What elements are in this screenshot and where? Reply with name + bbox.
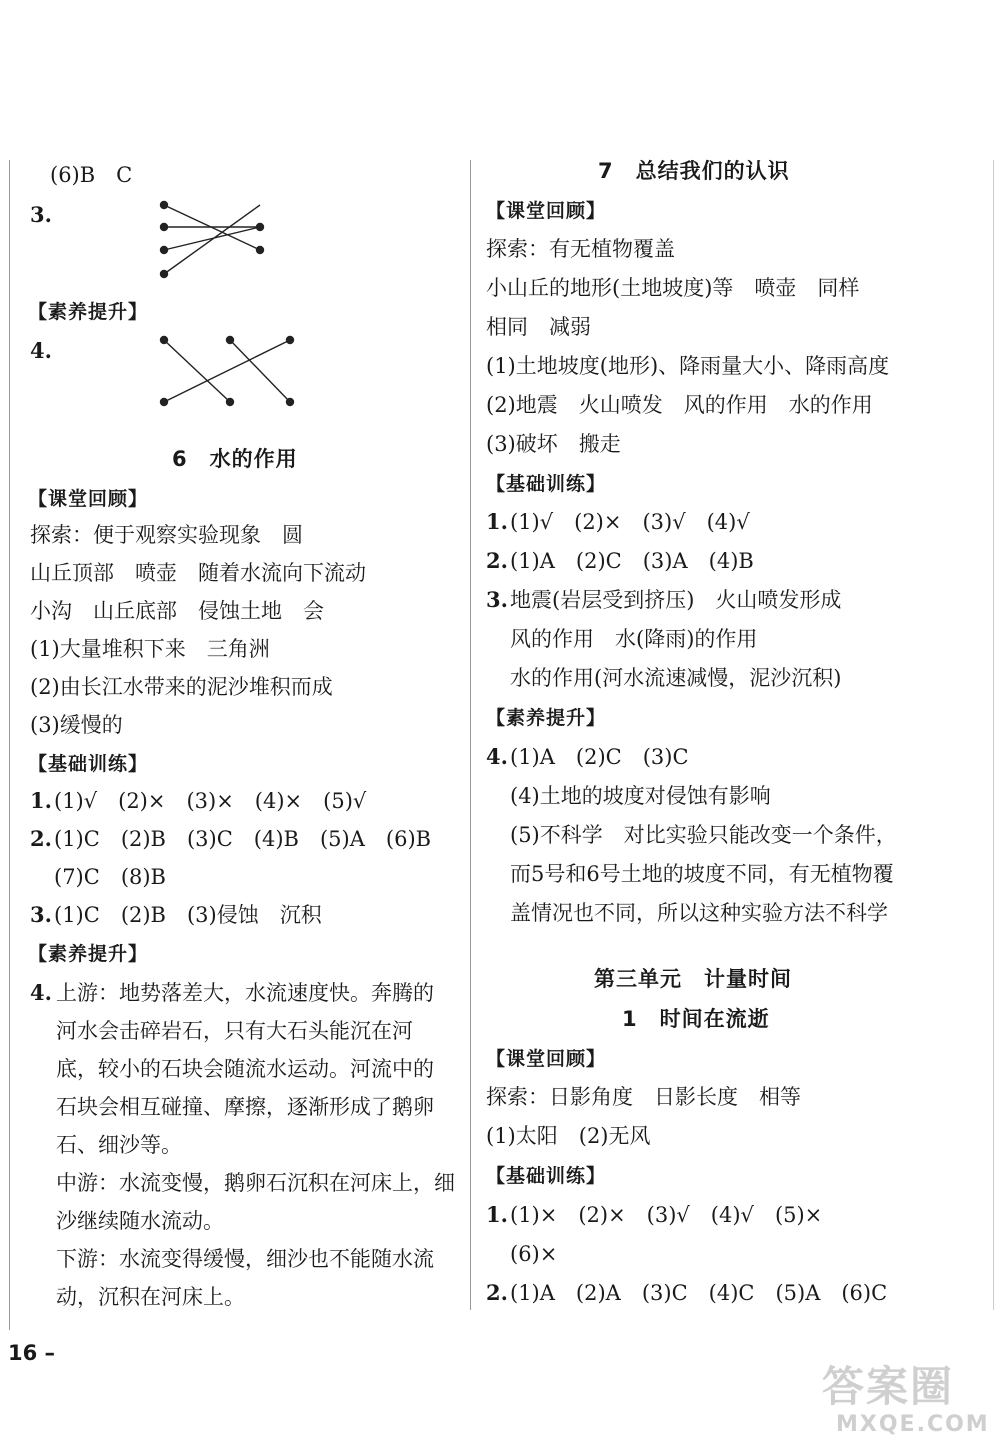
ketang-line-1: 探索：便于观察实验现象 圆 [30,523,303,547]
unit7-title: 7 总结我们的认识 [598,159,790,183]
r-jichu-num-2: 2. [486,548,508,573]
lesson1-title: 1 时间在流逝 [622,1007,770,1031]
ketang-line-4: (1)大量堆积下来 三角洲 [30,637,270,661]
q4b-line-4: 石块会相互碰撞、摩擦，逐渐形成了鹅卵 [56,1095,434,1119]
section-jichu-right-2: 【基础训练】 [486,1165,607,1187]
section-suyang-1: 【素养提升】 [28,301,149,323]
left-top-line: (6)B C [50,163,133,187]
r-suyang-num-1: 4. [486,744,508,769]
ketang-line-6: (3)缓慢的 [30,713,123,737]
q4b-line-7: 沙继续随水流动。 [56,1209,224,1233]
r-jichu-text-2: (1)A (2)C (3)A (4)B [510,549,754,573]
r-jichu2-num-3: 2. [486,1280,508,1305]
matching-diagram-4 [150,328,310,412]
section-ketang-right: 【课堂回顾】 [486,200,607,222]
r-ketang-line-4: (1)土地坡度(地形)、降雨量大小、降雨高度 [486,354,890,378]
q4b-line-6: 中游：水流变慢，鹅卵石沉积在河床上，细 [56,1171,455,1195]
jichu-num-2: 2. [30,826,52,851]
section-jichu-right: 【基础训练】 [486,473,607,495]
r-ketang-line-5: (2)地震 火山喷发 风的作用 水的作用 [486,393,873,417]
page-number: 16 – [8,1341,56,1365]
ketang-line-5: (2)由长江水带来的泥沙堆积而成 [30,675,333,699]
r-jichu2-text-3: (1)A (2)A (3)C (4)C (5)A (6)C [510,1281,888,1305]
jichu-num-1: 1. [30,788,52,813]
r-jichu-text-1: (1)√ (2)× (3)√ (4)√ [510,510,750,534]
left-margin-rule [9,160,10,1330]
section-ketang-right-2: 【课堂回顾】 [486,1048,607,1070]
r-jichu2-text-2: (6)× [510,1242,558,1266]
q4b-line-1: 上游：地势落差大，水流速度快。奔腾的 [56,981,434,1005]
jichu-text-3: (7)C (8)B [54,865,166,889]
r-jichu-num-3: 3. [486,587,508,612]
r-jichu-num-1: 1. [486,509,508,534]
jichu-text-1: (1)√ (2)× (3)× (4)× (5)√ [54,789,367,813]
jichu-text-4: (1)C (2)B (3)侵蚀 沉积 [54,903,322,927]
q4b-line-5: 石、细沙等。 [56,1133,182,1157]
q4b-line-8: 下游：水流变得缓慢，细沙也不能随水流 [56,1247,434,1271]
r-ketang-line-1: 探索：有无植物覆盖 [486,237,675,261]
watermark-text-url: MXQE.COM [836,1412,990,1437]
ketang-line-3: 小沟 山丘底部 侵蚀土地 会 [30,599,324,623]
jichu-num-4: 3. [30,902,52,927]
r-ketang2-line-2: (1)太阳 (2)无风 [486,1124,651,1148]
r-jichu2-num-1: 1. [486,1202,508,1227]
section-jichu-left: 【基础训练】 [28,753,149,775]
r-suyang-text-1: (1)A (2)C (3)C [510,745,689,769]
r-suyang-text-5: 盖情况也不同，所以这种实验方法不科学 [510,901,888,925]
r-jichu-text-5: 水的作用(河水流速减慢，泥沙沉积) [510,666,842,690]
q4-number: 4. [30,338,52,363]
r-suyang-text-4: 而5号和6号土地的坡度不同，有无植物覆 [510,862,894,886]
r-ketang-line-2: 小山丘的地形(土地坡度)等 喷壶 同样 [486,276,860,300]
section-ketang-left: 【课堂回顾】 [28,488,149,510]
r-suyang-text-2: (4)土地的坡度对侵蚀有影响 [510,784,771,808]
r-suyang-text-3: (5)不科学 对比实验只能改变一个条件， [510,823,897,847]
q3-number: 3. [30,202,52,227]
ketang-line-2: 山丘顶部 喷壶 随着水流向下流动 [30,561,366,585]
q4b-number: 4. [30,980,52,1005]
watermark-text-cn: 答案圈 [822,1362,955,1411]
unit6-title: 6 水的作用 [172,447,298,471]
r-ketang-line-6: (3)破坏 搬走 [486,432,621,456]
right-edge-rule [993,160,994,1310]
column-divider [470,160,471,1310]
section-suyang-2: 【素养提升】 [28,943,149,965]
section-suyang-right: 【素养提升】 [486,707,607,729]
r-jichu-text-3: 地震(岩层受到挤压) 火山喷发形成 [510,588,842,612]
q4b-line-3: 底，较小的石块会随流水运动。河流中的 [56,1057,434,1081]
r-ketang-line-3: 相同 减弱 [486,315,591,339]
r-jichu-text-4: 风的作用 水(降雨)的作用 [510,627,758,651]
matching-diagram-3 [150,195,280,287]
r-jichu2-text-1: (1)× (2)× (3)√ (4)√ (5)× [510,1203,823,1227]
unit3-title: 第三单元 计量时间 [594,967,792,991]
jichu-text-2: (1)C (2)B (3)C (4)B (5)A (6)B [54,827,432,851]
q4b-line-2: 河水会击碎岩石，只有大石头能沉在河 [56,1019,413,1043]
r-ketang2-line-1: 探索：日影角度 日影长度 相等 [486,1085,801,1109]
q4b-line-9: 动，沉积在河床上。 [56,1285,245,1309]
